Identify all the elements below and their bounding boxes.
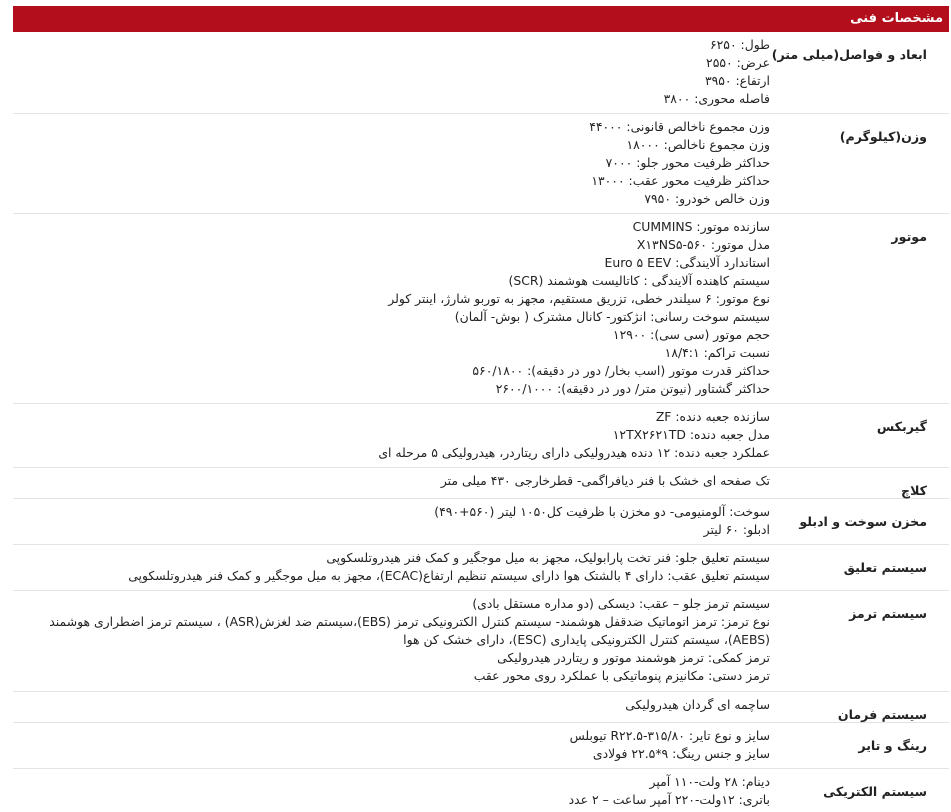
spec-row xyxy=(13,32,949,114)
spec-label: وزن(کیلوگرم) xyxy=(770,114,949,214)
spec-value-line: ترمز دستی: مکانیزم پنوماتیکی با عملکرد روی محور عقب xyxy=(473,668,770,683)
spec-value-line: سایز و نوع تایر: R۲۲.۵-۳۱۵/۸۰ تیوبلس xyxy=(569,728,770,743)
spec-value-line: حداکثر ظرفیت محور عقب: ۱۳۰۰۰ xyxy=(591,173,770,188)
spec-value-line: حداکثر ظرفیت محور جلو: ۷۰۰۰ xyxy=(605,155,770,170)
spec-value-line: سیستم تعلیق عقب: دارای ۴ بالشتک هوا دارای سیستم تنظیم ارتفاع(ECAC)، مجهز به میل موجگیر و کمک فنر هیدروتلسکوپی xyxy=(128,568,770,583)
spec-value-line: ارتفاع: ۳۹۵۰ xyxy=(704,73,770,88)
spec-value-line: سیستم کاهنده آلایندگی : کاتالیست هوشمند (SCR) xyxy=(508,273,770,288)
spec-label: سیستم تعلیق xyxy=(770,545,949,591)
spec-value-line: مدل جعبه دنده: ۱۲TX۲۶۲۱TD xyxy=(612,427,770,442)
spec-label: گیربکس xyxy=(770,404,949,468)
spec-value-line: باتری: ۱۲ولت-۲۲۰ آمپر ساعت – ۲ عدد xyxy=(568,792,770,807)
spec-value xyxy=(13,32,770,114)
spec-value-line: سیستم تعلیق جلو: فنر تخت پارابولیک، مجهز به میل موجگیر و کمک فنر هیدروتلسکوپی xyxy=(326,550,770,565)
spec-value xyxy=(13,114,770,214)
spec-value-line: تک صفحه ای خشک با فنر دیافراگمی- قطرخارجی ۴۳۰ میلی متر xyxy=(440,473,770,488)
spec-value-line: ترمز کمکی: ترمز هوشمند موتور و ریتاردر هیدرولیکی xyxy=(497,650,770,665)
spec-value-line: سیستم سوخت رسانی: انژکتور- کانال مشترک ( بوش- آلمان) xyxy=(454,309,770,324)
spec-value-line: سازنده جعبه دنده: ZF xyxy=(655,409,770,424)
spec-row xyxy=(13,723,949,769)
specs-sheet xyxy=(13,6,949,812)
spec-value xyxy=(13,214,770,404)
spec-value xyxy=(13,404,770,468)
spec-value-line: طول: ۶۲۵۰ xyxy=(709,37,770,52)
spec-value-line: حجم موتور (سی سی): ۱۲۹۰۰ xyxy=(612,327,770,342)
spec-value-line: وزن خالص خودرو: ۷۹۵۰ xyxy=(644,191,770,206)
spec-value-line: عرض: ۲۵۵۰ xyxy=(706,55,770,70)
spec-label: سیستم فرمان xyxy=(770,692,949,723)
spec-value-line: دینام: ۲۸ ولت-۱۱۰ آمپر xyxy=(649,774,770,789)
spec-label: رینگ و تایر xyxy=(770,723,949,769)
spec-value-line: سازنده موتور: CUMMINS xyxy=(632,219,770,234)
section-title: مشخصات فنی xyxy=(850,11,943,26)
spec-row xyxy=(13,404,949,468)
spec-value xyxy=(13,468,770,499)
spec-value-line: نسبت تراکم: ۱۸/۴:۱ xyxy=(664,345,770,360)
spec-value xyxy=(13,723,770,769)
spec-label: کلاچ xyxy=(770,468,949,499)
spec-label: مخزن سوخت و ادبلو xyxy=(770,499,949,545)
spec-value-line: نوع ترمز: ترمز اتوماتیک ضدقفل هوشمند- سیستم کنترل الکترونیکی ترمز (EBS)،سیستم ضد لغزش(ASR) ، سیستم ترمز اضطراری هوشمند xyxy=(49,614,770,629)
spec-value-line: فاصله محوری: ۳۸۰۰ xyxy=(663,91,770,106)
specs-table xyxy=(13,32,949,812)
spec-value-line: استاندارد آلایندگی: Euro ۵ EEV xyxy=(604,255,770,270)
spec-row xyxy=(13,769,949,812)
spec-label: موتور xyxy=(770,214,949,404)
spec-value xyxy=(13,692,770,723)
spec-row xyxy=(13,468,949,499)
spec-value-line: (AEBS)، سیستم کنترل الکترونیکی پایداری (ESC)، دارای خشک کن هوا xyxy=(403,632,770,647)
spec-value xyxy=(13,591,770,692)
spec-value-line: سوخت: آلومنیومی- دو مخزن با ظرفیت کل۱۰۵۰ لیتر (۵۶۰+۴۹۰) xyxy=(434,504,770,519)
spec-row xyxy=(13,545,949,591)
spec-value-line: نوع موتور: ۶ سیلندر خطی، تزریق مستقیم، مجهز به توربو شارژ، اینتر کولر xyxy=(388,291,770,306)
spec-value-line: حداکثر قدرت موتور (اسب بخار/ دور در دقیقه): ۵۶۰/۱۸۰۰ xyxy=(472,363,770,378)
spec-value-line: ساچمه ای گردان هیدرولیکی xyxy=(625,697,770,712)
spec-row xyxy=(13,114,949,214)
spec-row xyxy=(13,591,949,692)
section-header xyxy=(13,6,949,32)
spec-value-line: وزن مجموع ناخالص: ۱۸۰۰۰ xyxy=(626,137,770,152)
spec-row xyxy=(13,499,949,545)
spec-label: ابعاد و فواصل(میلی متر) xyxy=(770,32,949,114)
spec-value-line: سایز و جنس رینگ: ۹*۲۲.۵ فولادی xyxy=(592,746,770,761)
spec-value-line: ادبلو: ۶۰ لیتر xyxy=(703,522,770,537)
spec-value-line: سیستم ترمز جلو – عقب: دیسکی (دو مداره مستقل بادی) xyxy=(472,596,770,611)
spec-value-line: وزن مجموع ناخالص قانونی: ۴۴۰۰۰ xyxy=(589,119,770,134)
spec-value-line: عملکرد جعبه دنده: ۱۲ دنده هیدرولیکی دارای ریتاردر، هیدرولیکی ۵ مرحله ای xyxy=(378,445,770,460)
spec-row xyxy=(13,214,949,404)
spec-value xyxy=(13,499,770,545)
spec-label: سیستم الکتریکی xyxy=(770,769,949,812)
spec-value xyxy=(13,545,770,591)
spec-value-line: مدل موتور: X۱۳NS۵-۵۶۰ xyxy=(636,237,770,252)
spec-value-line: حداکثر گشتاور (نیوتن متر/ دور در دقیقه): ۲۶۰۰/۱۰۰۰ xyxy=(495,381,770,396)
spec-value xyxy=(13,769,770,812)
spec-label: سیستم ترمز xyxy=(770,591,949,692)
spec-row xyxy=(13,692,949,723)
